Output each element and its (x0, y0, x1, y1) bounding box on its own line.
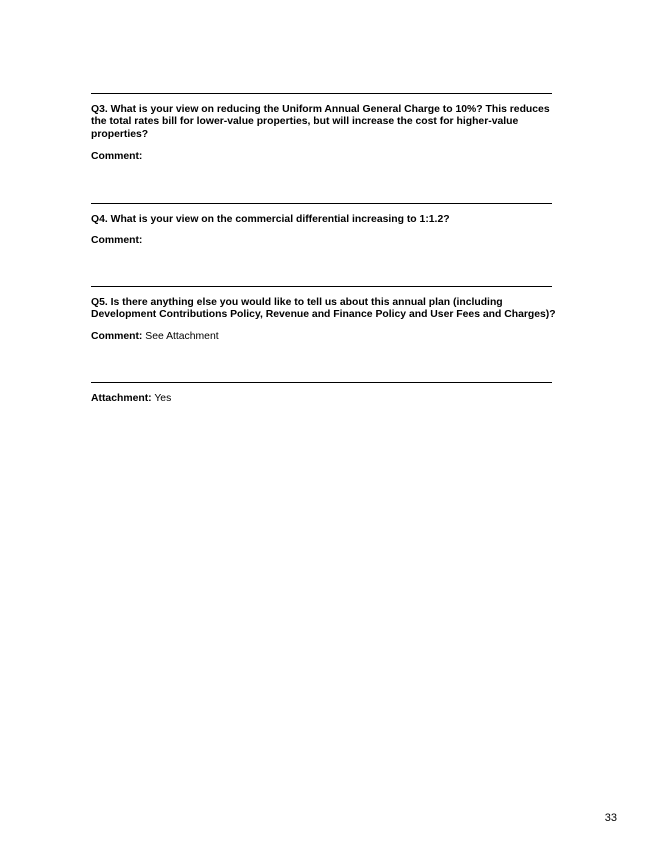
comment-q5 (91, 331, 219, 343)
attachment-row (91, 393, 171, 405)
comment-label: Comment: (91, 235, 143, 246)
section-divider (91, 286, 552, 287)
question-q3-text (91, 104, 561, 141)
question-q4-text (91, 214, 561, 226)
attachment-value: Yes (154, 393, 172, 404)
question-line: properties? (91, 128, 149, 140)
question-q4 (91, 214, 561, 226)
question-line: the total rates bill for lower-value properties, but will increase the cost for higher-value (91, 116, 519, 128)
comment-q3 (91, 151, 142, 163)
question-line: Q3. What is your view on reducing the Uniform Annual General Charge to 10%? This reduces (91, 104, 550, 115)
question-line: Development Contributions Policy, Revenue and Finance Policy and User Fees and Charges)? (91, 309, 556, 321)
section-divider (91, 203, 552, 204)
comment-label: Comment: (91, 151, 143, 162)
section-divider (91, 93, 552, 94)
section-divider (91, 382, 552, 383)
page-number: 33 (604, 812, 617, 824)
question-line: Q5. Is there anything else you would like to tell us about this annual plan (including (91, 297, 503, 308)
question-q5-text (91, 297, 561, 322)
comment-value: See Attachment (145, 331, 219, 342)
attachment-label: Attachment: (91, 393, 152, 404)
question-q3 (91, 104, 561, 141)
comment-q4 (91, 235, 142, 247)
question-q5 (91, 297, 561, 322)
comment-label: Comment: (91, 331, 143, 342)
question-line: Q4. What is your view on the commercial differential increasing to 1:1.2? (91, 214, 450, 225)
